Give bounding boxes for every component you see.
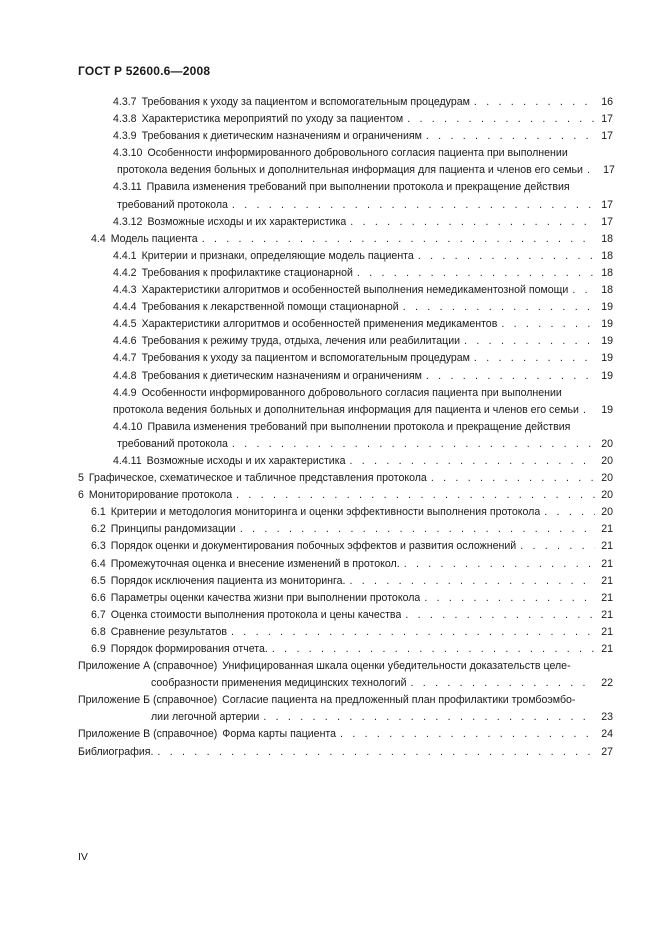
toc-entry-title: Правила изменения требований при выполнении протокола и прекращение действия: [146, 181, 570, 194]
toc-entry[interactable]: [0, 624, 661, 641]
dot-leader: [232, 436, 595, 453]
toc-entry-page: 20: [601, 454, 613, 467]
toc-entry[interactable]: [0, 368, 661, 385]
dot-leader: [357, 265, 595, 282]
toc-entry-title-continued: протокола ведения больных и дополнительная информация для пациента и членов его семьи: [113, 403, 579, 416]
toc-entry-page: 21: [601, 625, 613, 638]
toc-entry-page: 27: [601, 745, 613, 758]
toc-entry-page: 20: [601, 437, 613, 450]
toc-entry-number: 4.4.10: [113, 420, 143, 433]
toc-entry[interactable]: [0, 333, 661, 350]
toc-entry-page: 18: [601, 266, 613, 279]
toc-entry-title: Возможные исходы и их характеристика: [147, 215, 347, 228]
toc-entry-title: Промежуточная оценка и внесение изменений в протокол.: [110, 557, 400, 570]
toc-entry-title: Особенности информированного добровольного согласия пациента при выполнении: [147, 147, 568, 160]
toc-entry-title: Принципы рандомизации: [110, 523, 236, 536]
toc-entry[interactable]: [0, 658, 661, 692]
dot-leader: [231, 624, 595, 641]
dot-leader: [340, 726, 595, 743]
toc-entry-page: 19: [601, 403, 613, 416]
toc-entry-number: 4.4.3: [113, 284, 137, 297]
dot-leader: [407, 111, 595, 128]
toc-entry-page: 21: [601, 523, 613, 536]
dot-leader: [202, 231, 595, 248]
toc-entry-title-continued: сообразности применения медицинских технологий: [151, 677, 407, 690]
toc-entry-page: 21: [601, 557, 613, 570]
toc-entry-title: Характеристики алгоритмов и особенностей выполнения немедикаментозной помощи: [141, 284, 569, 297]
dot-leader: [572, 282, 595, 299]
toc-entry[interactable]: [0, 248, 661, 265]
toc-entry-title: Требования к диетическим назначениям и ограничениям: [141, 130, 422, 143]
toc-entry-number: 6: [78, 489, 84, 502]
dot-leader: [263, 709, 595, 726]
toc-entry-page: 19: [601, 301, 613, 314]
toc-entry[interactable]: [0, 265, 661, 282]
toc-entry[interactable]: [0, 607, 661, 624]
toc-entry[interactable]: [0, 94, 661, 111]
toc-entry-title: Унифицированная шкала оценки убедительности доказательств целе-: [222, 660, 571, 673]
toc-entry-number: 6.9: [91, 643, 106, 655]
toc-entry-title: Требования к профилактике стационарной: [141, 266, 353, 279]
toc-entry[interactable]: [0, 128, 661, 145]
toc-entry-number: 4.4.7: [113, 352, 137, 365]
toc-entry-number: 6.4: [91, 557, 106, 570]
toc-entry-page: 17: [601, 130, 613, 143]
toc-entry-number: 4.3.8: [113, 113, 137, 126]
dot-leader: [587, 162, 597, 179]
toc-entry-number: 6.5: [91, 574, 106, 587]
toc-entry[interactable]: [0, 282, 661, 299]
toc-entry-number: 4.3.10: [113, 147, 143, 160]
dot-leader: [464, 333, 595, 350]
toc-entry-number: 6.7: [91, 608, 106, 621]
toc-entry-page: 24: [601, 728, 613, 741]
toc-entry-number: 4.4.1: [113, 249, 137, 262]
toc-entry-title: Сравнение результатов: [110, 625, 228, 638]
document-header: ГОСТ Р 52600.6—2008: [78, 64, 211, 78]
dot-leader: [474, 94, 595, 111]
toc-entry[interactable]: [0, 470, 661, 487]
toc-entry[interactable]: [0, 385, 661, 419]
toc-entry-page: 17: [601, 198, 613, 211]
toc-entry-page: 23: [601, 711, 613, 724]
toc-entry-number: 4.4.8: [113, 369, 137, 382]
toc-entry-title: Порядок исключения пациента из мониторинга.: [110, 574, 346, 587]
toc-entry-page: 21: [601, 574, 613, 587]
toc-entry-number: 4.4.4: [113, 301, 137, 314]
dot-leader: [350, 214, 595, 231]
toc-entry-title-continued: требований протокола: [117, 437, 228, 450]
toc-entry-number: 6.3: [91, 540, 106, 553]
toc-entry[interactable]: [0, 316, 661, 333]
toc-entry-number: 6.1: [91, 506, 106, 519]
toc-entry-title: Библиография.: [78, 745, 154, 758]
toc-entry-number: 4.4.2: [113, 266, 137, 279]
toc-entry[interactable]: [0, 538, 661, 555]
dot-leader: [240, 521, 595, 538]
dot-leader: [424, 590, 595, 607]
toc-entry-title: Мониторирование протокола: [88, 489, 233, 502]
dot-leader: [350, 453, 596, 470]
toc-entry[interactable]: [0, 179, 661, 213]
toc-entry-number: 4.3.9: [113, 130, 137, 143]
toc-entry[interactable]: [0, 744, 661, 761]
dot-leader: [157, 744, 595, 761]
table-of-contents: [0, 94, 661, 761]
toc-entry-title: Правила изменения требований при выполнении протокола и прекращение действия: [147, 420, 571, 433]
toc-entry-number: 4.4.6: [113, 335, 137, 348]
dot-leader: [349, 573, 595, 590]
toc-entry-page: 21: [601, 608, 613, 621]
toc-entry-page: 17: [603, 164, 615, 177]
toc-entry-page: 18: [601, 249, 613, 262]
dot-leader: [404, 556, 595, 573]
dot-leader: [501, 316, 595, 333]
toc-entry-page: 18: [601, 284, 613, 297]
toc-entry-page: 20: [601, 472, 613, 485]
toc-entry[interactable]: [0, 692, 661, 726]
toc-entry-title: Особенности информированного добровольного согласия пациента при выполнении: [141, 386, 562, 399]
toc-entry-title: Требования к режиму труда, отдыха, лечения или реабилитации: [141, 335, 461, 348]
toc-entry[interactable]: [0, 726, 661, 743]
toc-entry[interactable]: [0, 231, 661, 248]
toc-entry-page: 21: [601, 540, 613, 553]
toc-entry-number: 4.4.11: [113, 454, 142, 467]
toc-entry-number: 4.4: [91, 232, 106, 245]
toc-entry-title: Форма карты пациента: [222, 728, 337, 741]
toc-entry-title: Модель пациента: [110, 232, 198, 245]
toc-entry[interactable]: [0, 641, 661, 658]
dot-leader: [426, 128, 595, 145]
toc-entry-page: 16: [601, 96, 613, 108]
toc-entry[interactable]: [0, 556, 661, 573]
toc-entry[interactable]: [0, 350, 661, 367]
toc-entry-title-continued: требований протокола: [117, 198, 228, 211]
toc-entry[interactable]: [0, 111, 661, 128]
toc-entry-page: 18: [601, 232, 613, 245]
toc-entry-number: 4.4.9: [113, 386, 137, 399]
dot-leader: [405, 607, 595, 624]
toc-entry-title: Требования к лекарственной помощи стационарной: [141, 301, 399, 314]
toc-entry-page: 19: [601, 318, 613, 331]
toc-entry[interactable]: [0, 487, 661, 504]
toc-entry[interactable]: [0, 573, 661, 590]
toc-entry-title: Согласие пациента на предложенный план профилактики тромбоэмбо-: [222, 694, 576, 707]
toc-entry-title: Оценка стоимости выполнения протокола и цены качества: [110, 608, 402, 621]
dot-leader: [411, 675, 595, 692]
toc-entry-number: 4.4.5: [113, 318, 137, 331]
dot-leader: [583, 402, 595, 419]
toc-entry-number: 6.2: [91, 523, 106, 536]
toc-entry-number: 4.3.7: [113, 96, 137, 108]
toc-entry-title: Требования к уходу за пациентом и вспомогательным процедурам: [141, 352, 470, 365]
toc-entry[interactable]: [0, 521, 661, 538]
toc-entry-title-continued: лии легочной артерии: [151, 711, 260, 724]
dot-leader: [418, 248, 595, 265]
toc-entry-number: 4.3.11: [113, 181, 142, 194]
toc-entry[interactable]: [0, 419, 661, 453]
dot-leader: [272, 641, 595, 658]
toc-entry-number: 6.6: [91, 591, 106, 604]
toc-entry-page: 17: [601, 215, 613, 228]
toc-entry-page: 19: [601, 335, 613, 348]
dot-leader: [520, 538, 595, 555]
page-number: IV: [78, 851, 88, 863]
dot-leader: [544, 504, 595, 521]
toc-entry[interactable]: [0, 453, 661, 470]
toc-entry-page: 22: [601, 677, 613, 690]
toc-entry-title: Критерии и методология мониторинга и оценки эффективности выполнения протокола: [110, 506, 541, 519]
toc-entry-title: Порядок формирования отчета.: [110, 643, 268, 655]
toc-entry-title: Требования к диетическим назначениям и ограничениям: [141, 369, 422, 382]
toc-entry[interactable]: [0, 145, 661, 179]
dot-leader: [426, 368, 595, 385]
toc-entry-page: 21: [601, 643, 613, 655]
toc-entry-title: Характеристики алгоритмов и особенностей применения медикаментов: [141, 318, 498, 331]
toc-entry[interactable]: [0, 299, 661, 316]
toc-entry-title-continued: протокола ведения больных и дополнительная информация для пациента и членов его семьи: [117, 164, 583, 177]
toc-entry-title: Требования к уходу за пациентом и вспомогательным процедурам: [141, 96, 470, 108]
toc-entry[interactable]: [0, 214, 661, 231]
dot-leader: [236, 487, 595, 504]
toc-entry-page: 19: [601, 352, 613, 365]
toc-entry-title: Характеристика мероприятий по уходу за пациентом: [141, 113, 404, 126]
toc-entry-title: Параметры оценки качества жизни при выполнении протокола: [110, 591, 421, 604]
toc-entry-number: Приложение Б (справочное): [78, 694, 218, 707]
toc-entry-page: 19: [601, 369, 613, 382]
dot-leader: [474, 350, 595, 367]
toc-entry-page: 20: [601, 506, 613, 519]
toc-entry-number: 5: [78, 472, 84, 485]
toc-entry[interactable]: [0, 504, 661, 521]
dot-leader: [431, 470, 595, 487]
toc-entry-title: Графическое, схематическое и табличное представления протокола: [88, 472, 427, 485]
toc-entry-title: Критерии и признаки, определяющие модель пациента: [141, 249, 414, 262]
toc-entry-page: 17: [601, 113, 613, 126]
toc-entry-number: 6.8: [91, 625, 106, 638]
dot-leader: [403, 299, 595, 316]
toc-entry-number: 4.3.12: [113, 215, 143, 228]
toc-entry-title: Порядок оценки и документирования побочных эффектов и развития осложнений: [110, 540, 517, 553]
dot-leader: [232, 197, 595, 214]
toc-entry-page: 21: [601, 591, 613, 604]
toc-entry-title: Возможные исходы и их характеристика: [146, 454, 346, 467]
toc-entry-number: Приложение В (справочное): [78, 728, 218, 741]
toc-entry[interactable]: [0, 590, 661, 607]
toc-entry-page: 20: [601, 489, 613, 502]
toc-entry-number: Приложение А (справочное): [78, 660, 218, 673]
